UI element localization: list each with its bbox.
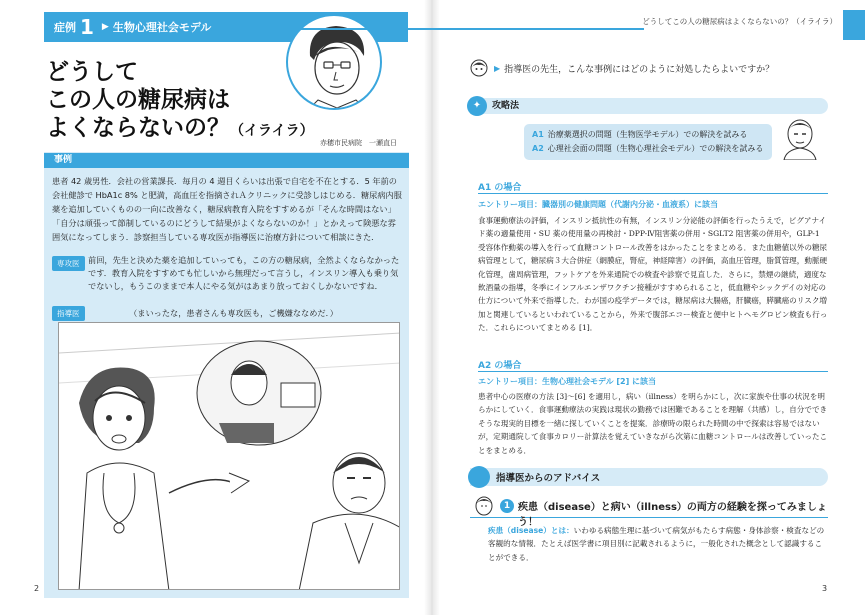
page-number-left: 2 xyxy=(34,584,40,593)
point-body xyxy=(488,524,828,564)
point-lead: 疾患（disease）とは： xyxy=(488,526,574,535)
case-number: 1 xyxy=(80,15,94,39)
a2-text: 患者中心の医療の方法 [3]～[6] を適用し，病い（illness）を明らかにし，次に家族や仕事の状況を明らかにしていく．食事運動療法の実践は現状の勤務では困難であることを理解（共感）し，自分でできそうな現実的目標を一緒に探していくことを提案．診療時の限られた時間の中で探索は容易ではないが，定期通院して食事カロリー計算法を覚えていきながら次第に血糖コントロールは改善していったことをまとめる． xyxy=(478,392,828,455)
strategy-heading xyxy=(470,98,828,114)
a1-heading: A1 の場合 xyxy=(478,183,522,193)
a2-rule xyxy=(478,371,828,372)
attending-avatar-icon xyxy=(778,116,822,160)
model-label: 生物心理社会モデル xyxy=(112,21,212,34)
a2-heading: A2 の場合 xyxy=(478,361,522,371)
strategy-box xyxy=(524,124,772,160)
advice-title: 指導医からのアドバイス xyxy=(496,473,601,484)
strategy-label: A2 xyxy=(532,144,544,153)
case-description: 患者 42 歳男性．会社の営業課長．毎月の 4 週目くらいは出張で自宅を不在とする．5 年前の会社健診で HbA1c 8% と肥満，高血圧を指摘されＡクリニックに受診しはじめる．糖尿病内服薬を追加していくものの一向に改善なく，糖尿病教育入院をすすめるが「そんな時間はない」「自分は頑張って節制しているのにどうして結果がよくならないのか！」とかえって険悪な雰囲気になってしまう．診察担当している専攻医が指導医に治療方針について相談にきた． xyxy=(52,176,402,242)
strategy-item xyxy=(532,142,764,156)
play-arrow-icon: ▶ xyxy=(101,22,109,32)
question-text: 指導医の先生，こんな事例にはどのように対処したらよいですか？ xyxy=(504,64,775,75)
running-head: どうしてこの人の糖尿病はよくならないの？（イライラ） xyxy=(642,17,837,26)
strategy-title: 攻略法 xyxy=(492,101,520,111)
author-credit: 赤穂市民病院 一瀬直日 xyxy=(320,139,397,147)
a1-text: 食事運動療法の評価，インスリン抵抗性の有無，インスリン分泌能の評価を行ったうえで，ビグアナイド薬の適量使用・SU 薬の使用量の再検討・DPP-Ⅳ阻害薬の併用・SGLT2 阻害薬の併用や，GLP-1 受容体作動薬の導入を行って血糖コントロール改善をはかったことをまとめる．また血糖値以外の糖尿病管理として，糖尿病３大合併症（網膜症，腎症，神経障害）の評価，高血圧管理，脂質管理，動脈硬化管理，歯周病管理，フットケアを外来通院での検査や診察で見直した．さらに，禁煙の継続，適度な飲酒量の指導，冬季にインフルエンザワクチン接種がすすめられること，低血糖やシックデイの対応の仕方について外来で指導した．わが国の疫学データでは，糖尿病は大腸癌，肝臓癌，膵臓癌のリスク増加と関連しているといわれていることから，外来で腹部エコー検査と便中ヒトヘモグロビン検査も行った．これらについてまとめる [1]． xyxy=(478,216,828,333)
strategy-item xyxy=(532,128,764,142)
resident-avatar-icon xyxy=(470,59,488,77)
title-line xyxy=(46,114,336,145)
point-text: いわゆる病態生理に基づいて病気がもたらす病態・身体診察・検査などの客観的な情報．たとえば医学書に項目別に記載されるように，一般化された概念として認識することができる． xyxy=(488,526,825,562)
strategy-text: 心理社会面の問題（生物心理社会モデル）での解決を試みる xyxy=(547,144,764,153)
a2-entry: エントリー項目：生物心理社会モデル [2] に該当 xyxy=(478,377,657,386)
title-line-text: よくならないの？ xyxy=(46,115,230,141)
point-title: 疾患（disease）と病い（illness）の両方の経験を探ってみましょう！ xyxy=(518,502,827,528)
strategy-label: A1 xyxy=(532,130,544,139)
advice-heading xyxy=(470,468,828,486)
play-arrow-icon: ▶ xyxy=(494,63,501,73)
lightbulb-icon: ✦ xyxy=(467,96,487,116)
page-title xyxy=(46,58,336,145)
question-row xyxy=(470,58,810,78)
book-gutter xyxy=(424,0,440,615)
resident-text: 前回，先生と決めた薬を追加していっても，この方の糖尿病，全然よくならなかったです．教育入院をすすめても忙しいから無理だって言うし，インスリン導入も乗り気でないし，もうこのままで本人にやる気がはあまり放っておくしかないですね． xyxy=(88,255,400,291)
point-heading xyxy=(470,496,828,528)
title-line: この人の糖尿病は xyxy=(46,87,230,113)
attending-text: （まいったな，患者さんも専攻医も，ご機嫌ななめだ．） xyxy=(129,308,338,318)
advice-icon xyxy=(468,466,490,488)
page-number-right: 3 xyxy=(822,584,828,593)
left-page xyxy=(0,0,424,615)
a1-entry: エントリー項目：臓器別の健康問題（代謝内分泌・血液系）に該当 xyxy=(478,200,718,209)
doctors-manga-scene xyxy=(59,323,400,590)
strategy-text: 治療薬選択の問題（生物医学モデル）での解決を試みる xyxy=(547,130,748,139)
a1-rule xyxy=(478,193,828,194)
section-case-heading: 事例 xyxy=(44,153,409,168)
attending-tag: 指導医 xyxy=(52,306,85,321)
resident-tag: 専攻医 xyxy=(52,256,85,271)
title-line: どうして xyxy=(46,59,138,85)
resident-dialogue xyxy=(52,254,402,293)
attending-small-avatar-icon xyxy=(472,496,496,518)
point-number: 1 xyxy=(500,499,514,513)
case-label: 症例 xyxy=(54,21,76,34)
attending-dialogue xyxy=(52,306,402,321)
title-suffix: （イライラ） xyxy=(230,123,314,139)
manga-illustration xyxy=(58,322,400,590)
